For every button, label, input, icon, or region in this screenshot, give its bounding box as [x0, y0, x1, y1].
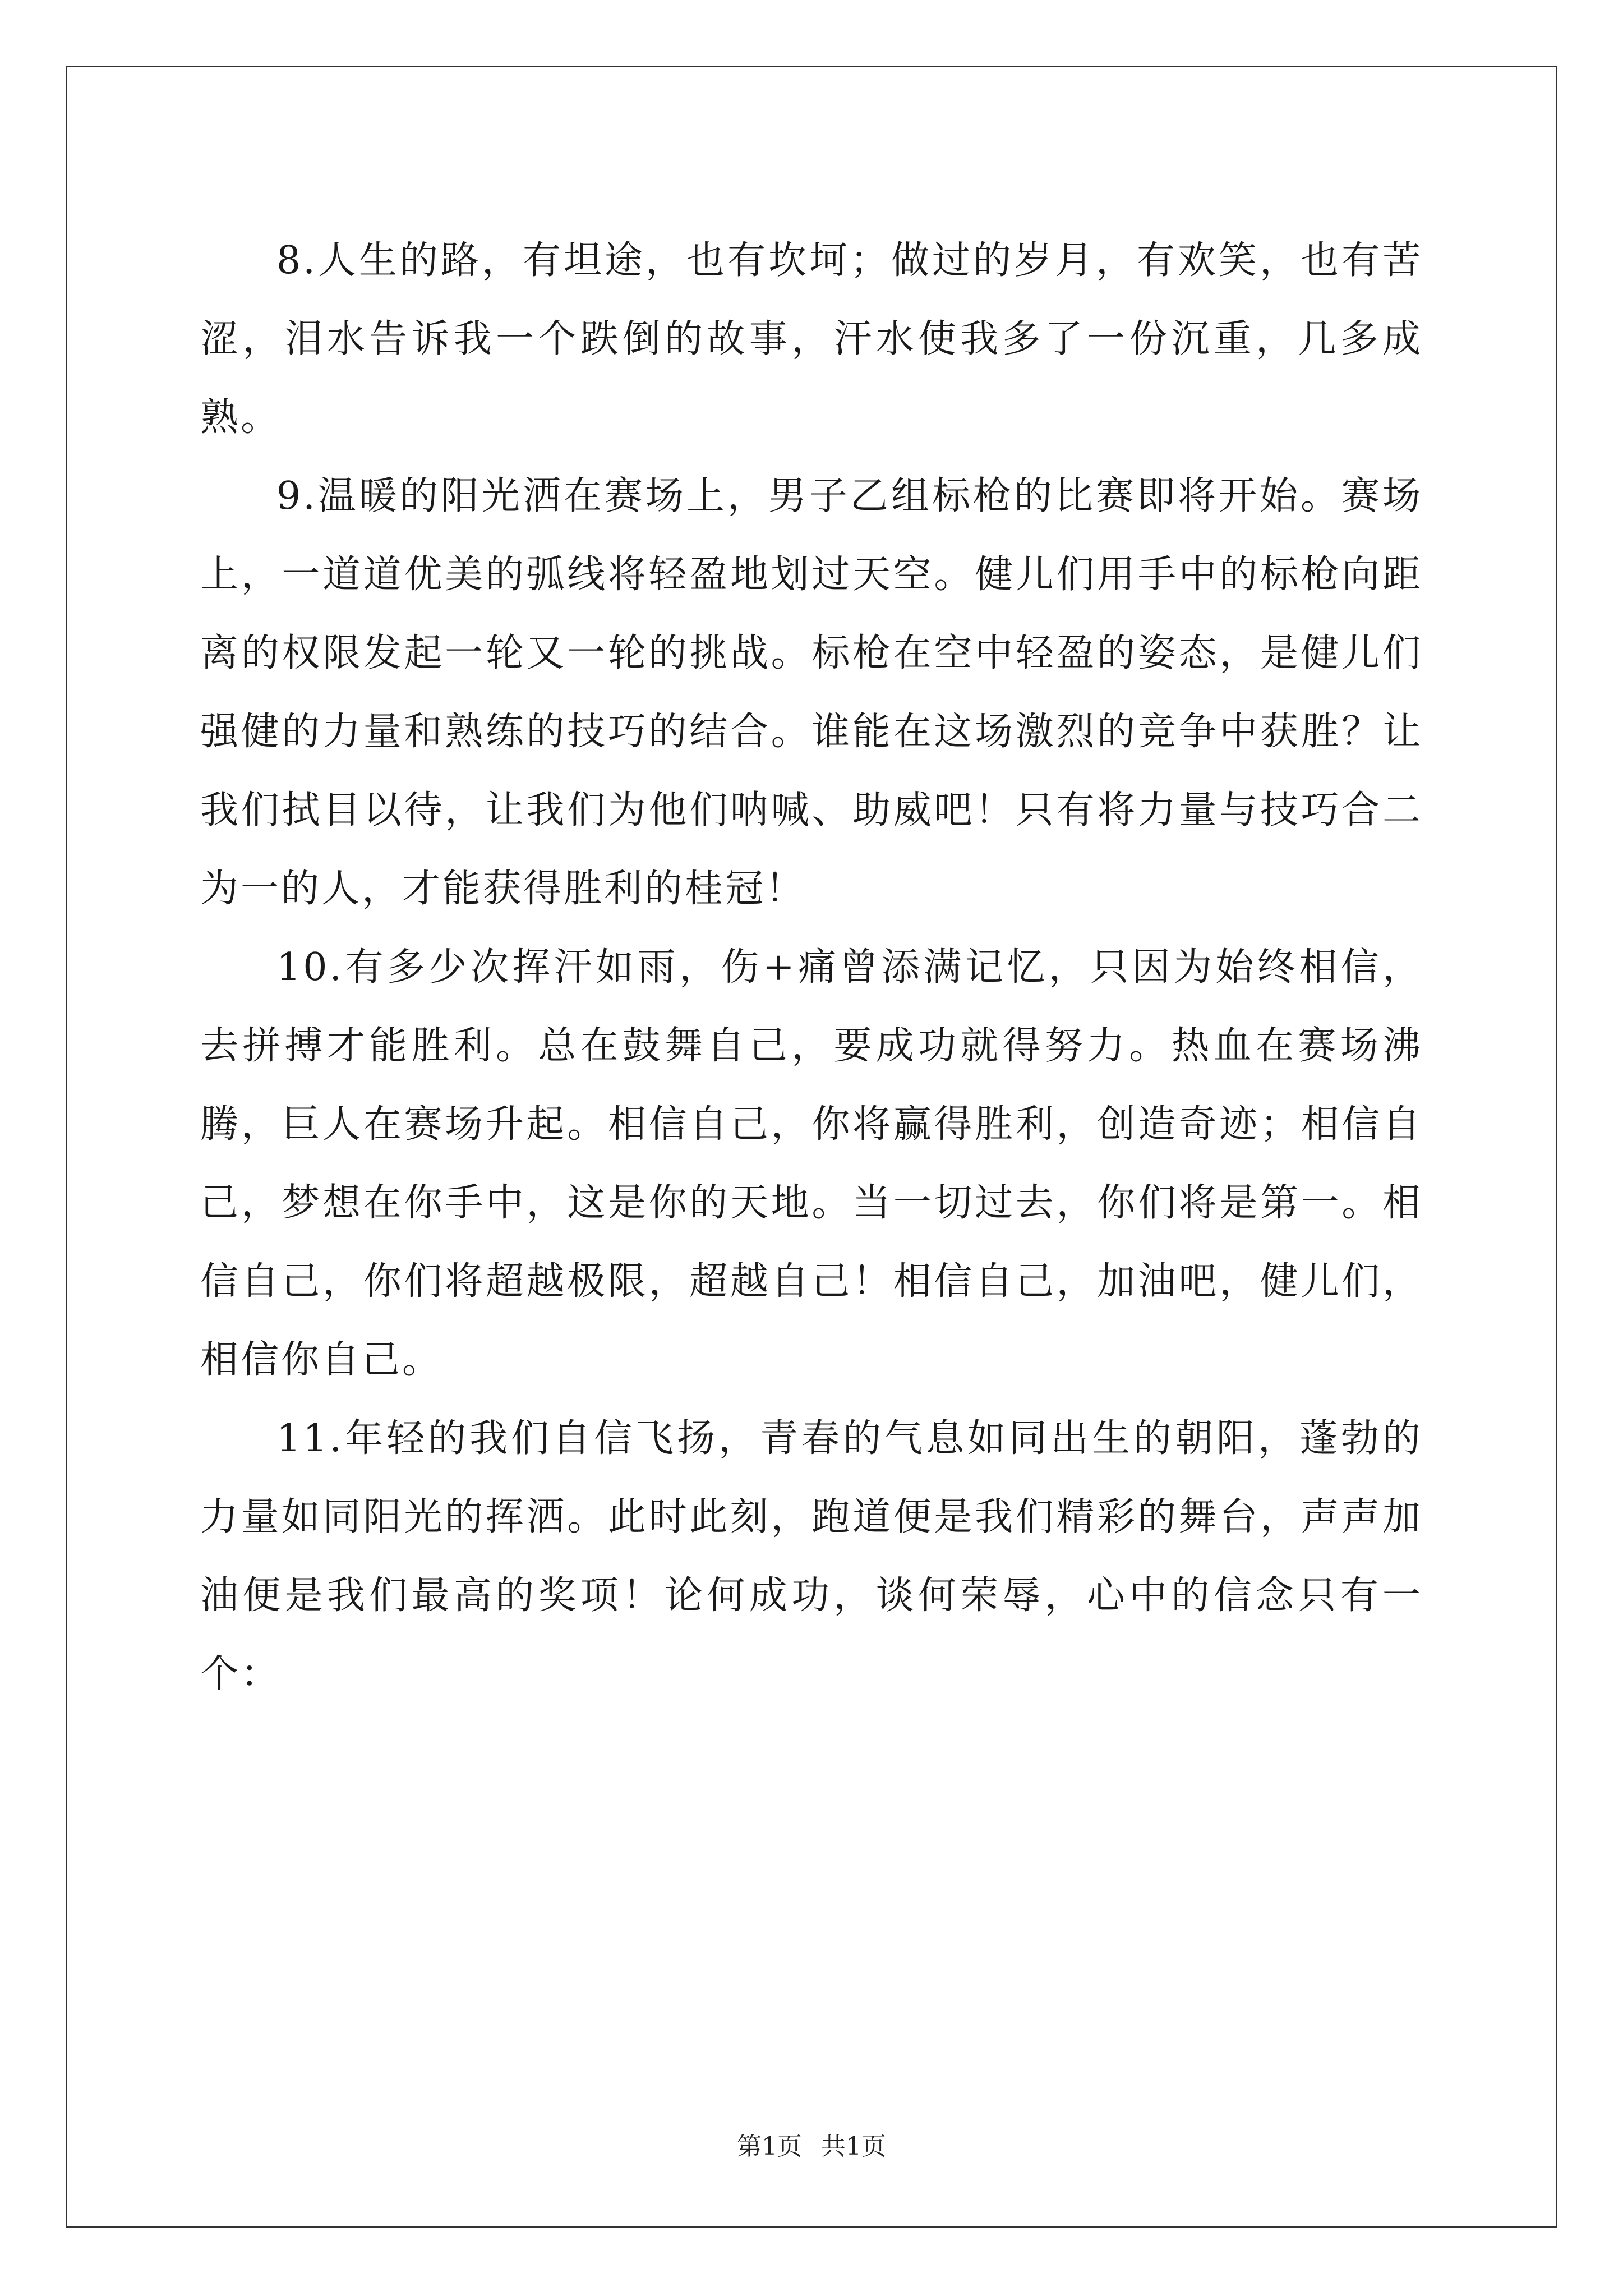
page-footer [0, 2126, 1623, 2162]
paragraph-10: 10.有多少次挥汗如雨，伤+痛曾添满记忆，只因为始终相信，去拼搏才能胜利。总在鼓舞自己，要成功就得努力。热血在赛场沸腾，巨人在赛场升起。相信自己，你将赢得胜利，创造奇迹；相信自己，梦想在你手中，这是你的天地。当一切过去，你们将是第一。相信自己，你们将超越极限，超越自己！相信自己，加油吧，健儿们，相信你自己。 [200, 945, 1423, 1382]
paragraph-11: 11.年轻的我们自信飞扬，青春的气息如同出生的朝阳，蓬勃的力量如同阳光的挥洒。此时此刻，跑道便是我们精彩的舞台，声声加油便是我们最高的奖项！论何成功，谈何荣辱，心中的信念只有一个： [200, 1416, 1423, 1696]
page-total: 共1页 [821, 2132, 886, 2161]
page-number: 第1页 [737, 2132, 802, 2161]
paragraph-8: 8.人生的路，有坦途，也有坎坷；做过的岁月，有欢笑，也有苦涩，泪水告诉我一个跌倒的故事，汗水使我多了一份沉重，几多成熟。 [200, 238, 1423, 440]
paragraph-9: 9.温暖的阳光洒在赛场上，男子乙组标枪的比赛即将开始。赛场上，一道道优美的弧线将轻盈地划过天空。健儿们用手中的标枪向距离的权限发起一轮又一轮的挑战。标枪在空中轻盈的姿态，是健儿们强健的力量和熟练的技巧的结合。谁能在这场激烈的竞争中获胜？让我们拭目以待，让我们为他们呐喊、助威吧！只有将力量与技巧合二为一的人，才能获得胜利的桂冠！ [200, 474, 1423, 911]
document-body [200, 222, 1423, 1714]
